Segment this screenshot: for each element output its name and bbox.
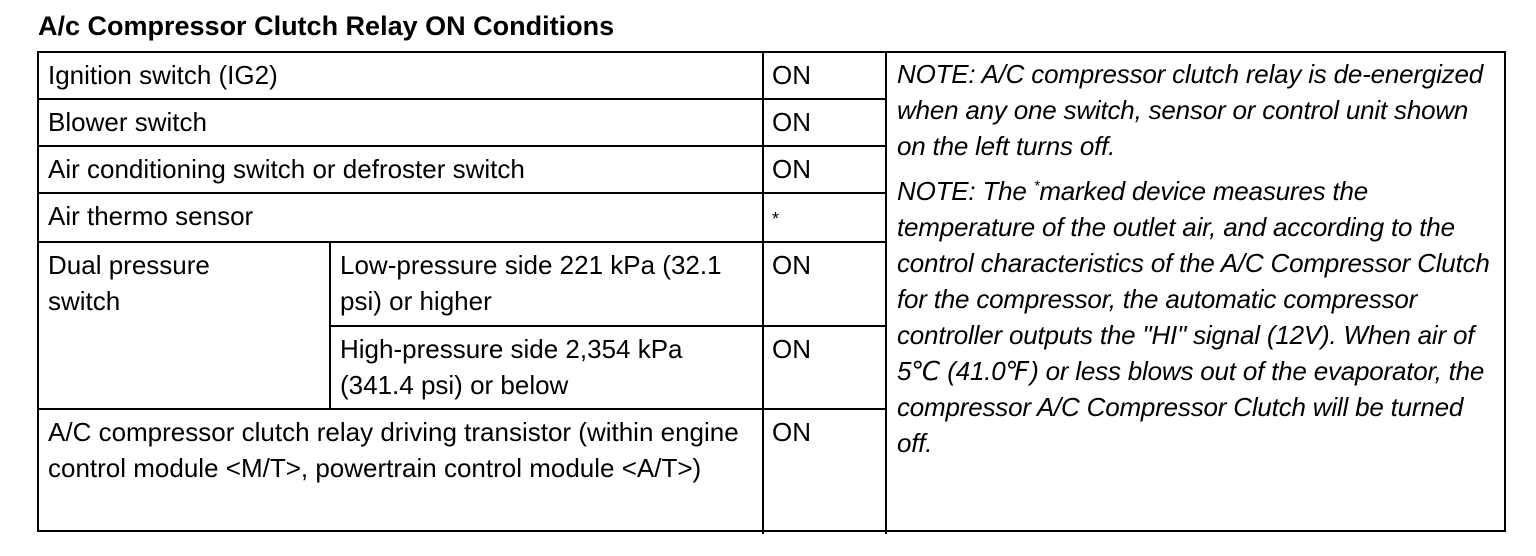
note-body: marked device measures the temperature of the outlet air, and according to the control characteristics of the A/C Compressor Clutch for the compressor, the automatic compressor controller outputs the "HI" signal (12V). When air of 5℃ (41.0℉) or less blows out of the evaporator, the compressor A/C Compressor Clutch will be turned off. [897,176,1490,458]
condition-ignition-switch: Ignition switch (IG2) [39,53,764,100]
condition-blower-switch: Blower switch [39,100,764,147]
state-low-pressure-side: ON [764,243,887,327]
state-air-thermo-sensor [764,194,887,243]
state-blower-switch: ON [764,100,887,147]
note-asterisk: * [1033,177,1040,195]
state-high-pressure-side: ON [764,327,887,410]
note-prefix: NOTE: The [897,176,1034,206]
state-driving-transistor: ON [764,410,887,534]
notes-panel [887,53,1508,534]
page-title: A/c Compressor Clutch Relay ON Conditions [38,11,615,41]
state-ac-switch: ON [764,147,887,194]
state-ignition-switch: ON [764,53,887,100]
condition-dual-pressure-switch: Dual pressure switch [39,243,331,410]
note-marked-device [897,173,1498,461]
note-deenergized: NOTE: A/C compressor clutch relay is de-energized when any one switch, sensor or control unit shown on the left turns off. [897,59,1484,161]
condition-high-pressure-side: High-pressure side 2,354 kPa (341.4 psi) or below [331,327,764,410]
condition-driving-transistor: A/C compressor clutch relay driving transistor (within engine control module <M/T>, powertrain control module <A/T>) [39,410,764,534]
condition-air-thermo-sensor: Air thermo sensor [39,194,764,243]
asterisk-mark: * [772,209,780,229]
condition-low-pressure-side: Low-pressure side 221 kPa (32.1 psi) or higher [331,243,764,327]
conditions-table [37,51,1506,532]
condition-ac-switch: Air conditioning switch or defroster switch [39,147,764,194]
